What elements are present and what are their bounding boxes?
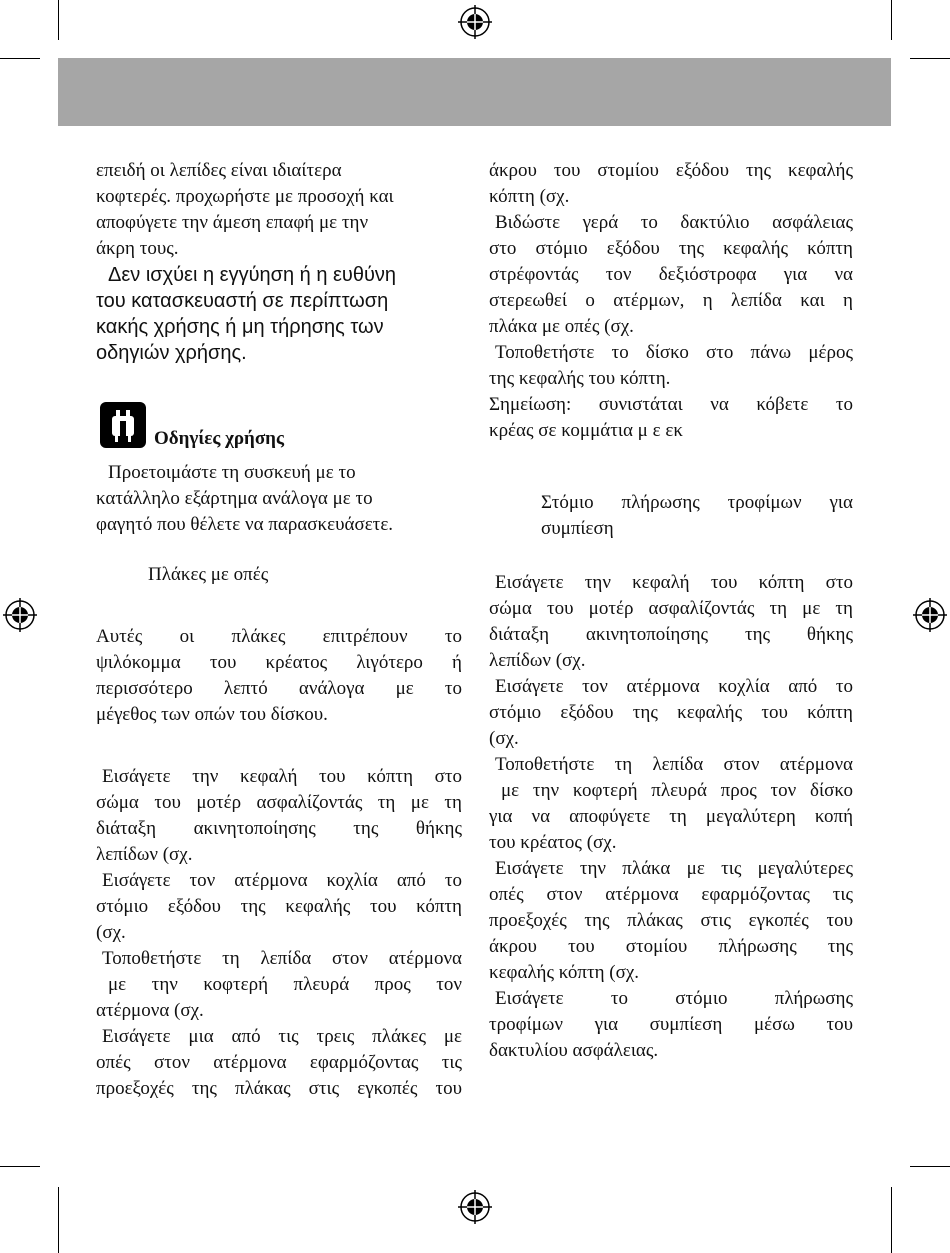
text-line: άκρη τους. <box>96 238 179 259</box>
text-line: στερεωθεί ο ατέρμων, η λεπίδα και η <box>489 290 853 311</box>
text-line: Εισάγετε την πλάκα με τις μεγαλύτερες <box>495 858 853 879</box>
text-line: σώμα του μοτέρ ασφαλίζοντάς τη με τη <box>96 792 462 813</box>
text-line: Εισάγετε την κεφαλή του κόπτη στο <box>495 572 853 593</box>
text-line: με την κοφτερή πλευρά προς τον <box>108 974 462 995</box>
crop-mark-top-right-v <box>891 0 892 40</box>
text-line: κοφτερές. προχωρήστε με προσοχή και <box>96 186 394 207</box>
plates-description <box>96 624 462 728</box>
text-line: Τοποθετήστε το δίσκο στο πάνω μέρος <box>495 342 853 363</box>
text-line: κατάλληλο εξάρτημα ανάλογα με το <box>96 488 373 509</box>
text-line: μέγεθος των οπών του δίσκου. <box>96 704 328 725</box>
text-line: σώμα του μοτέρ ασφαλίζοντάς τη με τη <box>489 598 853 619</box>
text-line: διάταξη ακινητοποίησης της θήκης <box>96 818 462 839</box>
text-line: για να αποφύγετε τη μεγαλύτερη κοπή <box>489 806 853 827</box>
text-line: κρέας σε κομμάτια μ ε εκ <box>489 420 683 441</box>
text-line: Αυτές οι πλάκες επιτρέπουν το <box>96 626 462 647</box>
text-line: Δεν ισχύει η εγγύηση ή η ευθύνη <box>108 264 397 286</box>
registration-mark-icon <box>913 598 947 632</box>
text-line: τροφίμων για συμπίεση μέσω του <box>489 1014 853 1035</box>
text-line: Τοποθετήστε τη λεπίδα στον ατέρμονα <box>495 754 853 775</box>
stuffing-steps <box>489 570 853 1064</box>
right-column <box>489 158 853 1064</box>
crop-mark-top-left-h <box>0 58 40 59</box>
text-line: ψιλόκομμα του κρέατος λιγότερο ή <box>96 652 462 673</box>
text-line: Εισάγετε τον ατέρμονα κοχλία από το <box>495 676 853 697</box>
text-line: οπές στον ατέρμονα εφαρμόζοντας τις <box>489 884 853 905</box>
text-line: στόμιο εξόδου της κεφαλής του κόπτη <box>489 702 853 723</box>
text-line: (σχ. <box>489 728 519 749</box>
text-line: λεπίδων (σχ. <box>489 650 586 671</box>
text-line: στο στόμιο εξόδου της κεφαλής κόπτη <box>489 238 853 259</box>
text-line: του κρέατος (σχ. <box>489 832 617 853</box>
text-line: ατέρμονα (σχ. <box>96 1000 204 1021</box>
text-line: Εισάγετε μια από τις τρεις πλάκες με <box>102 1026 462 1047</box>
text-line: κεφαλής κόπτη (σχ. <box>489 962 640 983</box>
text-line: Εισάγετε την κεφαλή του κόπτη στο <box>102 766 462 787</box>
text-line: φαγητό που θέλετε να παρασκευάσετε. <box>96 514 394 535</box>
text-line: οπές στον ατέρμονα εφαρμόζοντας τις <box>96 1052 462 1073</box>
text-line: προεξοχές της πλάκας στις εγκοπές του <box>96 1078 462 1099</box>
text-line: διάταξη ακινητοποίησης της θήκης <box>489 624 853 645</box>
plates-heading: Πλάκες με οπές <box>148 564 269 585</box>
text-line: αποφύγετε την άμεση επαφή με την <box>96 212 369 233</box>
registration-mark-icon <box>3 598 37 632</box>
text-line: κόπτη (σχ. <box>489 186 570 207</box>
instructions-heading: Οδηγίες χρήσης <box>154 428 284 449</box>
text-line: συμπίεση <box>541 518 614 539</box>
text-line: του κατασκευαστή σε περίπτωση <box>96 290 389 312</box>
text-line: οδηγιών χρήσης. <box>96 342 247 364</box>
registration-mark-icon <box>458 1190 492 1224</box>
plug-icon <box>100 402 146 448</box>
text-line: Προετοιμάστε τη συσκευή με το <box>108 462 356 483</box>
warning-text <box>96 262 462 366</box>
text-line: άκρου του στομίου πλήρωσης της <box>489 936 853 957</box>
plates-steps <box>96 764 462 1102</box>
text-line: περισσότερο λεπτό ανάλογα με το <box>96 678 462 699</box>
text-line: λεπίδων (σχ. <box>96 844 193 865</box>
text-line: της κεφαλής του κόπτη. <box>489 368 671 389</box>
registration-mark-icon <box>458 5 492 39</box>
text-line: πλάκα με οπές (σχ. <box>489 316 634 337</box>
left-column <box>96 158 462 1102</box>
text-line: Εισάγετε το στόμιο πλήρωσης <box>495 988 853 1009</box>
text-line: Στόμιο πλήρωσης τροφίμων για <box>541 492 853 513</box>
text-line: προεξοχές της πλάκας στις εγκοπές του <box>489 910 853 931</box>
text-line: Σημείωση: συνιστάται να κόβετε το <box>489 394 853 415</box>
note-text <box>489 392 853 444</box>
stuffing-heading <box>489 490 853 542</box>
text-line: Τοποθετήστε τη λεπίδα στον ατέρμονα <box>102 948 462 969</box>
instructions-heading-row <box>96 402 462 460</box>
crop-mark-bottom-left-h <box>0 1166 40 1167</box>
crop-mark-top-right-h <box>910 58 950 59</box>
text-line: δακτυλίου ασφάλειας. <box>489 1040 659 1061</box>
text-line: κακής χρήσης ή μη τήρησης των <box>96 316 384 338</box>
crop-mark-top-left-v <box>58 0 59 40</box>
crop-mark-bottom-right-h <box>910 1166 950 1167</box>
crop-mark-bottom-left-v <box>58 1187 59 1253</box>
text-line: άκρου του στομίου εξόδου της κεφαλής <box>489 160 853 181</box>
text-line: επειδή οι λεπίδες είναι ιδιαίτερα <box>96 160 342 181</box>
intro-text <box>96 158 462 262</box>
text-line: Εισάγετε τον ατέρμονα κοχλία από το <box>102 870 462 891</box>
text-line: στόμιο εξόδου της κεφαλής του κόπτη <box>96 896 462 917</box>
crop-mark-bottom-right-v <box>891 1187 892 1253</box>
prepare-text <box>96 460 462 538</box>
text-line: με την κοφτερή πλευρά προς τον δίσκο <box>501 780 853 801</box>
text-line: στρέφοντάς τον δεξιόστροφα για να <box>489 264 853 285</box>
header-band <box>58 58 891 126</box>
right-top-text <box>489 158 853 392</box>
text-line: (σχ. <box>96 922 126 943</box>
text-line: Βιδώστε γερά το δακτύλιο ασφάλειας <box>495 212 853 233</box>
